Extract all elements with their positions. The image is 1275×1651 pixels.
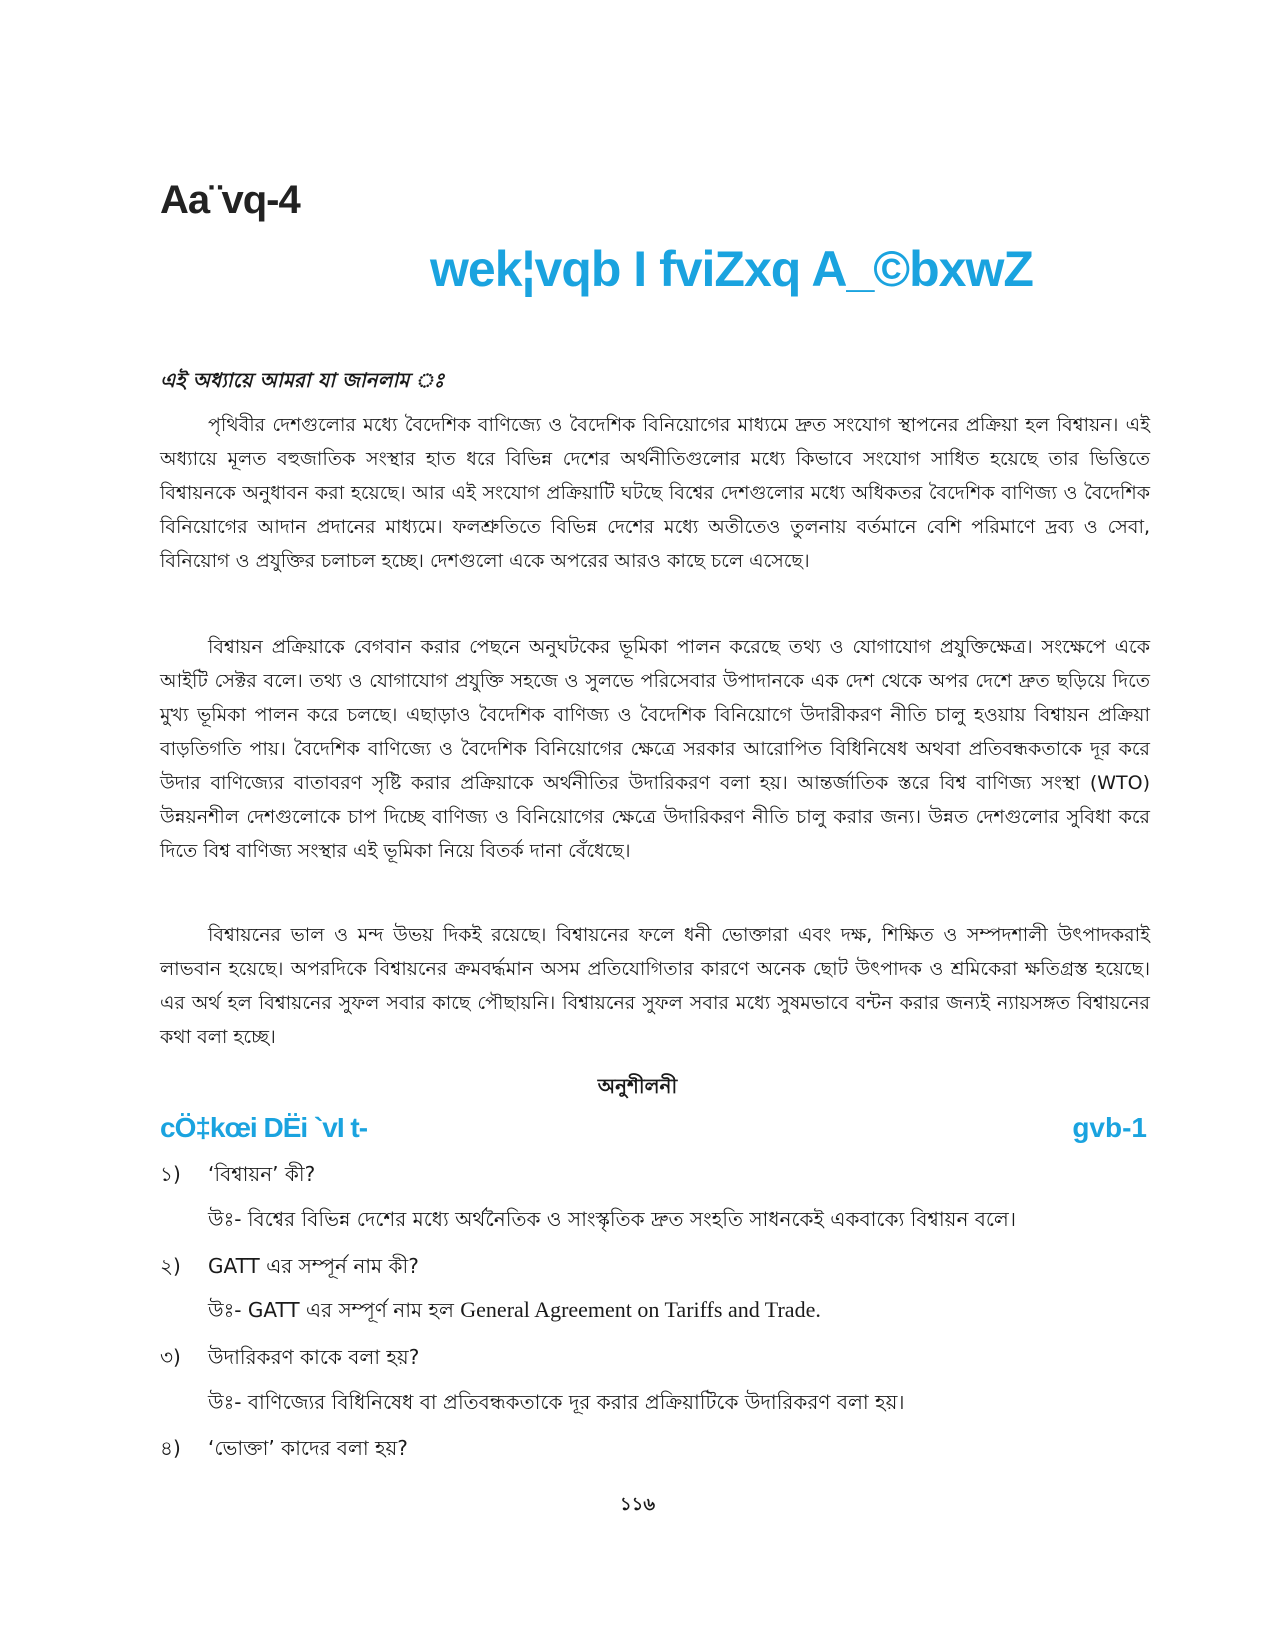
answer-prefix: উঃ- [208, 1390, 242, 1414]
answer-prefix: উঃ- [208, 1207, 242, 1231]
marks-label: gvb-1 [1072, 1112, 1147, 1143]
summary-paragraph-1: পৃথিবীর দেশগুলোর মধ্যে বৈদেশিক বাণিজ্যে ও বৈদেশিক বিনিয়োগের মাধ্যমে দ্রুত সংযোগ স্থাপনের প্রক্রিয়া হল বিশ্বায়ন। এই অধ্যায়ে মূলত বহুজাতিক সংস্থার হাত ধরে বিভিন্ন দেশের অর্থনীতিগুলোর মধ্যে কিভাবে সংযোগ সাধিত হয়েছে তার ভিত্তিতে বিশ্বায়নকে অনুধাবন করা হয়েছে। আর এই সংযোগ প্রক্রিয়াটি ঘটছে বিশ্বের দেশগুলোর মধ্যে অধিকতর বৈদেশিক বাণিজ্য ও বৈদেশিক বিনিয়োগের আদান প্রদানের মাধ্যমে। ফলশ্রুতিতে বিভিন্ন দেশের মধ্যে অতীতেও তুলনায় বর্তমানে বেশি পরিমাণে দ্রব্য ও সেবা, বিনিয়োগ ও প্রযুক্তির চলাচল হচ্ছে। দেশগুলো একে অপরের আরও কাছে চলে এসেছে। [160, 414, 1150, 572]
answer-prefix: উঃ- [208, 1298, 242, 1322]
summary-heading: এই অধ্যায়ে আমরা যা জানলাম ঃ [160, 368, 445, 392]
chapter-label: Aa¨vq-4 [160, 178, 300, 222]
exercise-heading: অনুশীলনী [597, 1074, 678, 1098]
page-number: ১১৬ [619, 1494, 656, 1515]
question-number: ২) [160, 1254, 181, 1278]
question-1 [160, 1160, 315, 1193]
question-text: ‘ভোক্তা’ কাদের বলা হয়? [208, 1436, 408, 1460]
answer-text-english: General Agreement on Tariffs and Trade. [460, 1297, 821, 1322]
question-4 [160, 1434, 408, 1467]
answer-3 [208, 1388, 1158, 1421]
summary-paragraph-2: বিশ্বায়ন প্রক্রিয়াকে বেগবান করার পেছনে অনুঘটকের ভূমিকা পালন করেছে তথ্য ও যোগাযোগ প্রযুক্তিক্ষেত্র। সংক্ষেপে একে আইটি সেক্টর বলে। তথ্য ও যোগাযোগ প্রযুক্তি সহজে ও সুলভে পরিসেবার উপাদানকে এক দেশ থেকে অপর দেশে দ্রুত ছড়িয়ে দিতে মুখ্য ভূমিকা পালন করে চলছে। এছাড়াও বৈদেশিক বাণিজ্য ও বৈদেশিক বিনিয়োগে উদারীকরণ নীতি চালু হওয়ায় বিশ্বায়ন প্রক্রিয়া বাড়তিগতি পায়। বৈদেশিক বাণিজ্যে ও বৈদেশিক বিনিয়োগের ক্ষেত্রে সরকার আরোপিত বিধিনিষেধ অথবা প্রতিবন্ধকতাকে দূর করে উদার বাণিজ্যের বাতাবরণ সৃষ্টি করার প্রক্রিয়াকে অর্থনীতির উদারিকরণ বলা হয়। আন্তর্জাতিক স্তরে বিশ্ব বাণিজ্য সংস্থা (WTO) উন্নয়নশীল দেশগুলোকে চাপ দিচ্ছে বাণিজ্য ও বিনিয়োগের ক্ষেত্রে উদারিকরণ নীতি চালু করার জন্য। উন্নত দেশগুলোর সুবিধা করে দিতে বিশ্ব বাণিজ্য সংস্থার এই ভূমিকা নিয়ে বিতর্ক দানা বেঁধেছে। [160, 636, 1150, 862]
answer-text: GATT এর সম্পূর্ণ নাম হল [247, 1298, 454, 1322]
section-heading: cÖ‡kœi DËi `vI t- [160, 1112, 368, 1143]
question-number: ১) [160, 1162, 181, 1186]
question-text: GATT এর সম্পূর্ন নাম কী? [208, 1254, 419, 1278]
answer-2 [208, 1296, 1158, 1329]
question-text: ‘বিশ্বায়ন’ কী? [208, 1162, 316, 1186]
chapter-title: wek¦vqb I fviZxq A_©bxwZ [430, 241, 1033, 297]
question-2 [160, 1252, 419, 1285]
answer-text: বাণিজ্যের বিধিনিষেধ বা প্রতিবন্ধকতাকে দূর করার প্রক্রিয়াটিকে উদারিকরণ বলা হয়। [247, 1390, 905, 1414]
answer-1 [208, 1205, 1158, 1238]
question-text: উদারিকরণ কাকে বলা হয়? [208, 1345, 420, 1369]
question-number: ৩) [160, 1345, 181, 1369]
question-number: ৪) [160, 1436, 181, 1460]
answer-text: বিশ্বের বিভিন্ন দেশের মধ্যে অর্থনৈতিক ও সাংস্কৃতিক দ্রুত সংহতি সাধনকেই একবাক্যে বিশ্বায়ন বলে। [247, 1207, 1016, 1231]
question-3 [160, 1343, 419, 1376]
summary-paragraph-3: বিশ্বায়নের ভাল ও মন্দ উভয় দিকই রয়েছে। বিশ্বায়নের ফলে ধনী ভোক্তারা এবং দক্ষ, শিক্ষিত ও সম্পদশালী উৎপাদকরাই লাভবান হয়েছে। অপরদিকে বিশ্বায়নের ক্রমবর্দ্ধমান অসম প্রতিযোগিতার কারণে অনেক ছোট উৎপাদক ও শ্রমিকেরা ক্ষতিগ্রস্ত হয়েছে। এর অর্থ হল বিশ্বায়নের সুফল সবার কাছে পৌছায়নি। বিশ্বায়নের সুফল সবার মধ্যে সুষমভাবে বন্টন করার জন্যই ন্যায়সঙ্গত বিশ্বায়নের কথা বলা হচ্ছে। [160, 924, 1150, 1048]
